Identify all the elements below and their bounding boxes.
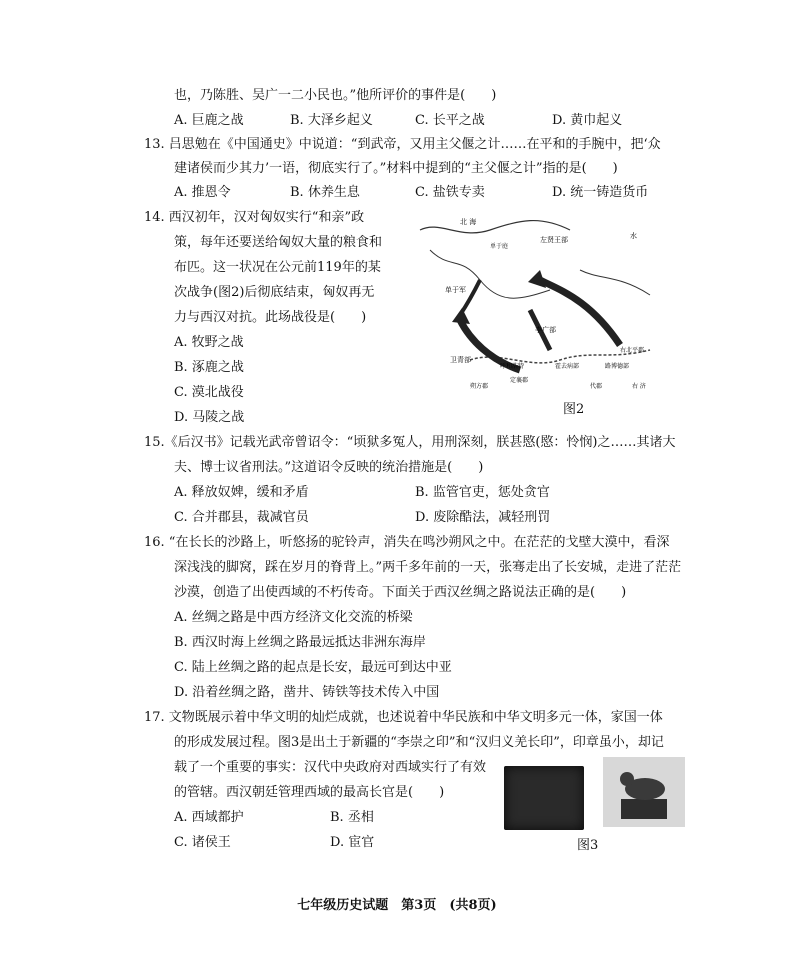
q14-option-a[interactable]: A. 牧野之战 [174, 335, 244, 350]
q15-option-a[interactable]: A. 释放奴婢，缓和矛盾 [174, 485, 309, 500]
q14-stem-line2: 策，每年还要送给匈奴大量的粮食和 [174, 235, 383, 250]
q12-option-c[interactable]: C. 长平之战 [415, 113, 485, 128]
q15-stem-line2: 夫、博士议省刑法。”这道诏令反映的统治措施是( ) [174, 460, 484, 475]
map-label: 朔方郡 [470, 383, 489, 390]
q16-option-a[interactable]: A. 丝绸之路是中西方经济文化交流的桥梁 [174, 610, 413, 625]
map-label: 呼和浩特 [500, 363, 525, 370]
battle-map-figure [400, 210, 660, 400]
map-label: 单于军 [445, 286, 466, 294]
q16-stem-line1: 16. “在长长的沙路上，听悠扬的驼铃声，消失在鸣沙朔风之中。在茫茫的戈壁大漠中，看深 [144, 535, 670, 550]
q16-option-c[interactable]: C. 陆上丝绸之路的起点是长安，最远可到达中亚 [174, 660, 452, 675]
q13-stem-line1: 13. 吕思勉在《中国通史》中说道：“到武帝，又用主父偃之计……在平和的手腕中，把‘众 [144, 137, 661, 152]
q14-stem-line3: 布匹。这一状况在公元前119年的某 [174, 260, 381, 275]
q16-option-d[interactable]: D. 沿着丝绸之路，凿井、铸铁等技术传入中国 [174, 685, 440, 700]
q17-stem-line4: 的管辖。西汉朝廷管理西域的最高长官是( ) [174, 785, 445, 800]
battle-map-svg [400, 210, 660, 400]
q17-option-d[interactable]: D. 宦官 [330, 835, 375, 850]
q15-option-b[interactable]: B. 监管官吏，惩处贪官 [415, 485, 550, 500]
map-label: 北 海 [460, 218, 477, 226]
q17-stem-line1: 17. 文物既展示着中华文明的灿烂成就，也述说着中华民族和中华文明多元一体，家国一体 [144, 710, 663, 725]
map-label: 右 济 [632, 383, 646, 390]
q17-option-c[interactable]: C. 诸侯王 [174, 835, 231, 850]
north-sea-outline [420, 221, 570, 233]
map-label: 右北平郡 [620, 347, 645, 354]
q17-option-b[interactable]: B. 丞相 [330, 810, 374, 825]
q13-option-b[interactable]: B. 休养生息 [290, 185, 360, 200]
q17-stem-line3: 载了一个重要的事实：汉代中央政府对西域实行了有效 [174, 760, 487, 775]
q14-stem-line1: 14. 西汉初年，汉对匈奴实行“和亲”政 [144, 210, 365, 225]
q13-option-d[interactable]: D. 统一铸造货币 [552, 185, 649, 200]
q17-stem-line2: 的形成发展过程。图3是出土于新疆的“李崇之印”和“汉归义羌长印”，印章虽小，却记 [174, 735, 664, 750]
q16-stem-line2: 深浅浅的脚窝，踩在岁月的脊背上。”两千多年前的一天，张骞走出了长安城，走进了茫茫 [174, 560, 682, 575]
q14-option-d[interactable]: D. 马陵之战 [174, 410, 245, 425]
li-chong-seal-image [504, 766, 584, 830]
figure2-caption: 图2 [563, 402, 585, 417]
map-label: 左贤王部 [540, 236, 568, 244]
q12-option-d[interactable]: D. 黄巾起义 [552, 113, 623, 128]
q15-option-c[interactable]: C. 合并郡县，裁减官员 [174, 510, 309, 525]
map-label: 单于庭 [490, 243, 509, 250]
q13-option-a[interactable]: A. 推恩令 [174, 185, 231, 200]
q16-stem-line3: 沙漠，创造了出使西域的不朽传奇。下面关于西汉丝绸之路说法正确的是( ) [174, 585, 627, 600]
q17-option-a[interactable]: A. 西域都护 [174, 810, 244, 825]
map-label: 霍去病部 [555, 363, 580, 370]
q12-option-a[interactable]: A. 巨鹿之战 [174, 113, 244, 128]
map-label: 定襄郡 [510, 377, 529, 384]
map-label: 水 [630, 232, 637, 240]
q12-option-b[interactable]: B. 大泽乡起义 [290, 113, 373, 128]
page-footer: 七年级历史试题 第3页 (共8页) [297, 898, 497, 913]
figure3-caption: 图3 [577, 838, 599, 853]
q14-option-c[interactable]: C. 漠北战役 [174, 385, 244, 400]
q13-stem-line2: 建诸侯而少其力’一语，彻底实行了。”材料中提到的“主父偃之计”指的是( ) [174, 161, 618, 176]
han-guiyi-qiang-seal-image [603, 757, 685, 827]
q12-stem: 也，乃陈胜、吴广一二小民也。”他所评价的事件是( ) [174, 88, 497, 103]
q14-stem-line4: 次战争(图2)后彻底结束，匈奴再无 [174, 285, 375, 300]
q15-stem-line1: 15.《后汉书》记载光武帝曾诏令：“顷狱多冤人，用刑深刻，朕甚愍(愍：怜悯)之……其诸大 [144, 435, 676, 450]
q14-stem-line5: 力与西汉对抗。此场战役是( ) [174, 310, 367, 325]
map-label: 卫青部 [450, 356, 471, 364]
q14-option-b[interactable]: B. 涿鹿之战 [174, 360, 244, 375]
q13-option-c[interactable]: C. 盐铁专卖 [415, 185, 485, 200]
river-line-east [580, 270, 650, 295]
q15-option-d[interactable]: D. 废除酷法，减轻刑罚 [415, 510, 551, 525]
map-label: 代郡 [590, 383, 603, 390]
camel-seal-svg [603, 757, 685, 827]
q16-option-b[interactable]: B. 西汉时海上丝绸之路最远抵达非洲东海岸 [174, 635, 426, 650]
map-label: 路博德部 [605, 363, 630, 370]
huo-qubing-arrow [540, 280, 620, 345]
map-label: 李广部 [535, 326, 556, 334]
